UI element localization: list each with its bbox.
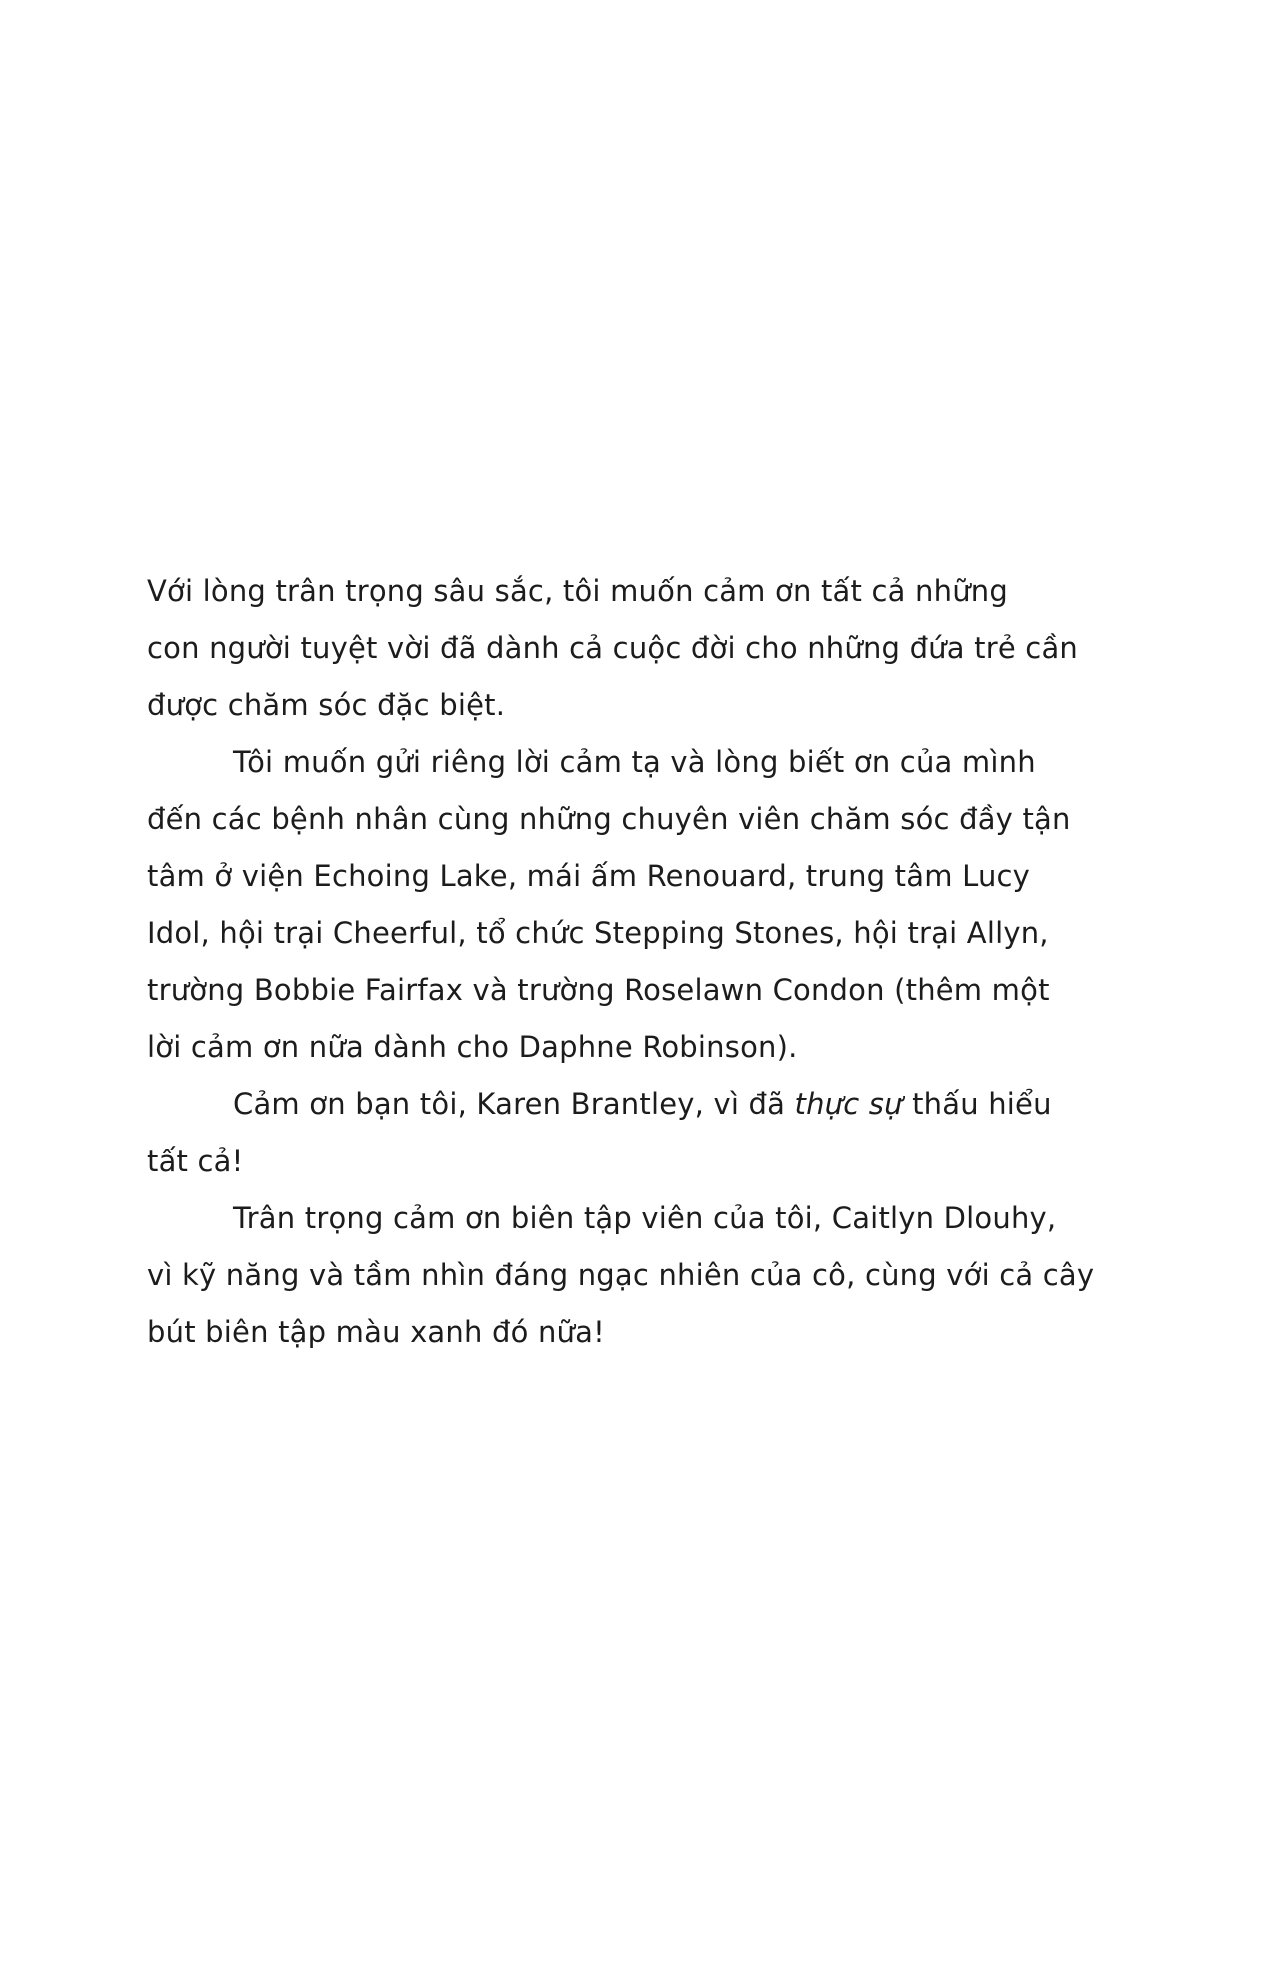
paragraph-line: Trân trọng cảm ơn biên tập viên của tôi, Caitlyn Dlouhy, [233, 1201, 1057, 1235]
paragraph-line: lời cảm ơn nữa dành cho Daphne Robinson). [147, 1030, 798, 1064]
paragraph-line: bút biên tập màu xanh đó nữa! [147, 1315, 605, 1349]
paragraph-line: tất cả! [147, 1144, 244, 1178]
paragraph-line: Với lòng trân trọng sâu sắc, tôi muốn cảm ơn tất cả những [147, 574, 1008, 608]
paragraph-line: được chăm sóc đặc biệt. [147, 688, 506, 722]
line-text: thấu hiểu [902, 1087, 1052, 1121]
paragraph-line: Tôi muốn gửi riêng lời cảm tạ và lòng biết ơn của mình [233, 745, 1036, 779]
paragraph-4 [147, 1190, 1127, 1361]
emphasis-text: thực sự [794, 1087, 903, 1121]
paragraph-1 [147, 563, 1127, 734]
paragraph-line: con người tuyệt vời đã dành cả cuộc đời cho những đứa trẻ cần [147, 631, 1078, 665]
paragraph-line: Idol, hội trại Cheerful, tổ chức Stepping Stones, hội trại Allyn, [147, 916, 1049, 950]
paragraph-line: đến các bệnh nhân cùng những chuyên viên chăm sóc đầy tận [147, 802, 1071, 836]
paragraph-3 [147, 1076, 1127, 1190]
acknowledgements-text [147, 563, 1127, 1361]
paragraph-line: tâm ở viện Echoing Lake, mái ấm Renouard, trung tâm Lucy [147, 859, 1031, 893]
paragraph-line: vì kỹ năng và tầm nhìn đáng ngạc nhiên của cô, cùng với cả cây [147, 1258, 1095, 1292]
paragraph-line: trường Bobbie Fairfax và trường Roselawn Condon (thêm một [147, 973, 1050, 1007]
paragraph-2 [147, 734, 1127, 1076]
line-text: Cảm ơn bạn tôi, Karen Brantley, vì đã [233, 1087, 795, 1121]
paragraph-line [147, 1076, 1127, 1133]
